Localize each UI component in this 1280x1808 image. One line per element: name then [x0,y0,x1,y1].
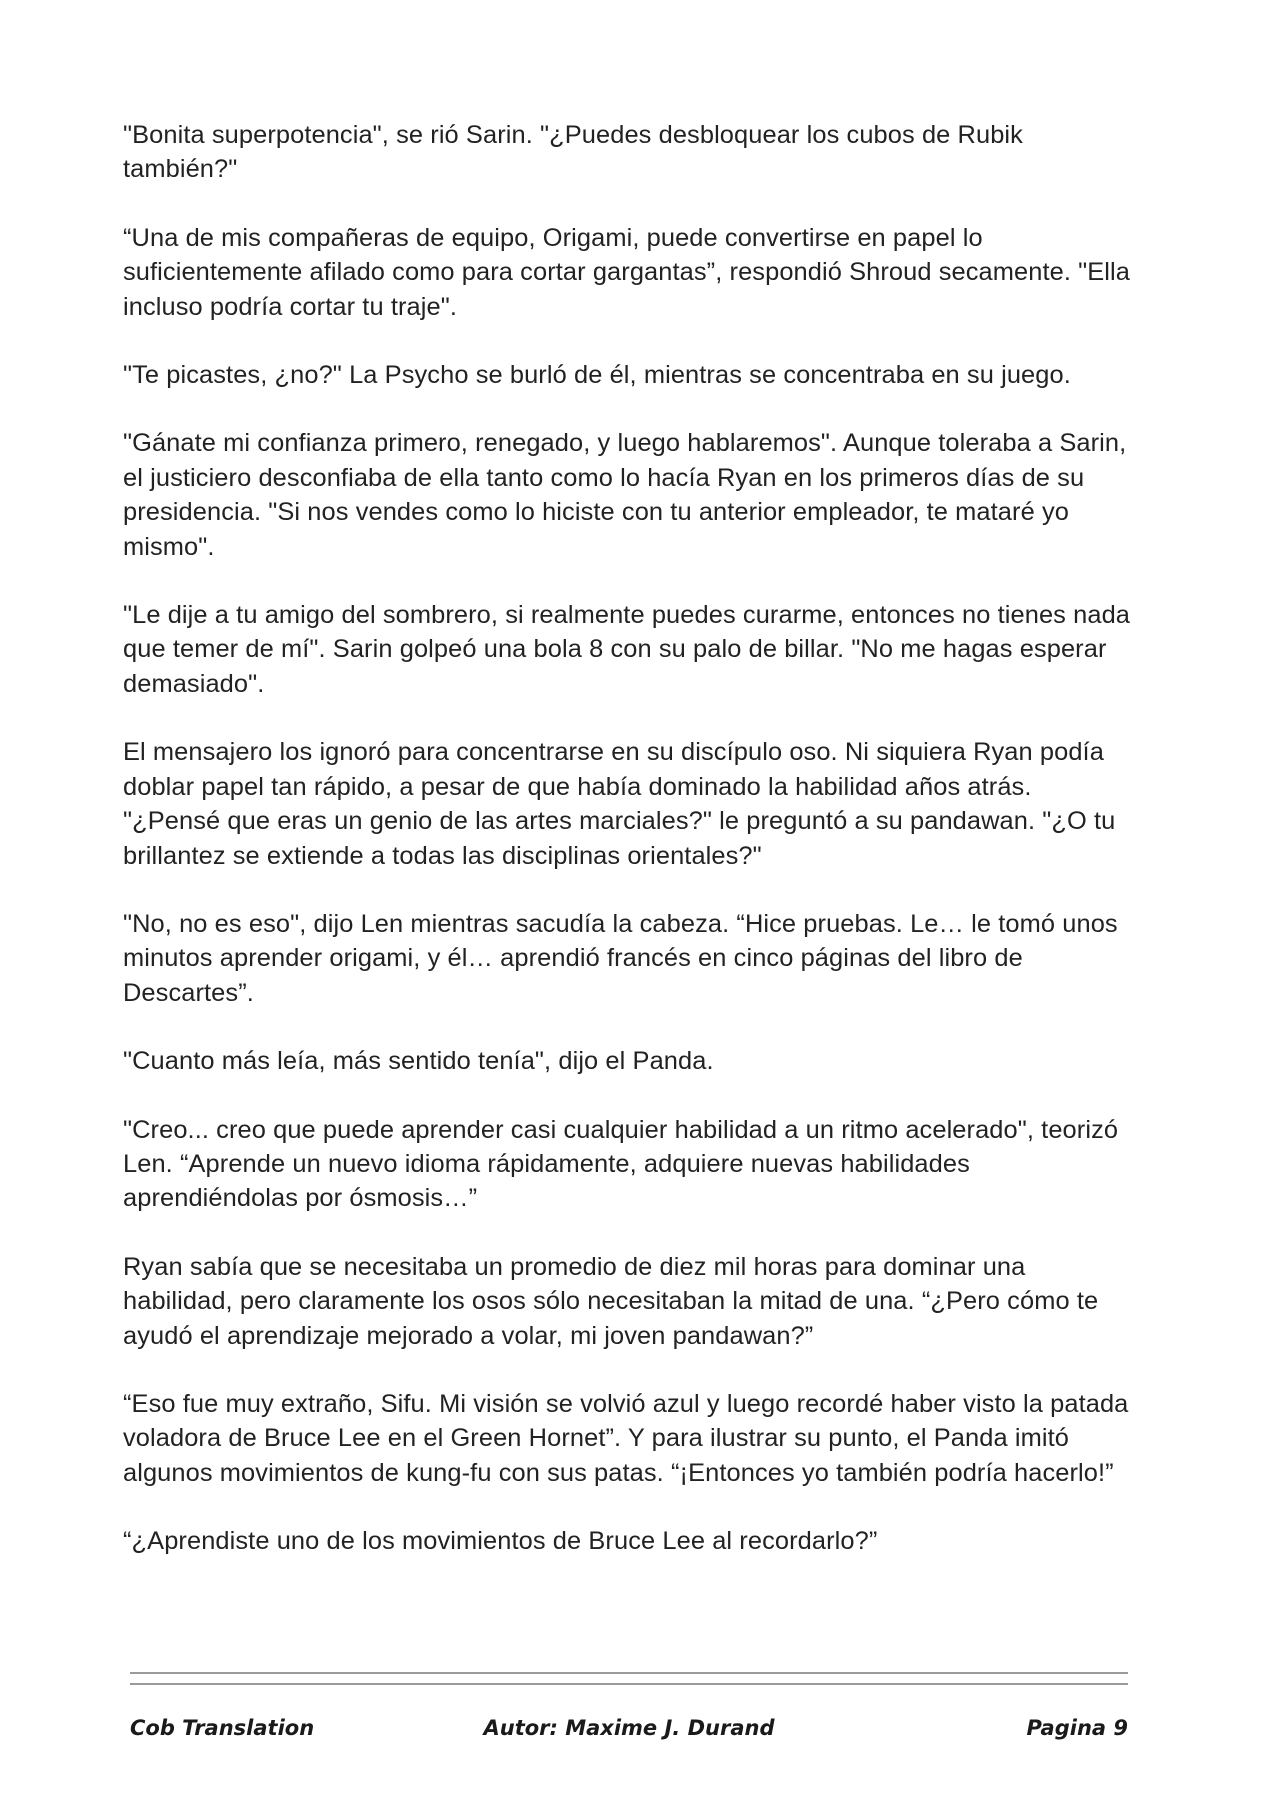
paragraph: "Bonita superpotencia", se rió Sarin. "¿Puedes desbloquear los cubos de Rubik también?" [123,121,1023,184]
paragraph: "Le dije a tu amigo del sombrero, si realmente puedes curarme, entonces no tienes nada que temer de mí". Sarin golpeó una bola 8 con su palo de billar. "No me hagas esperar demasiado". [123,601,1131,698]
paragraph: "Cuanto más leía, más sentido tenía", dijo el Panda. [123,1047,714,1076]
page-footer [130,1716,1128,1746]
footer-divider [130,1672,1128,1674]
paragraph: Ryan sabía que se necesitaba un promedio de diez mil horas para dominar una habilidad, pero claramente los osos sólo necesitaban la mitad de una. “¿Pero cómo te ayudó el aprendizaje mejorado a volar, mi joven pandawan?” [123,1252,1099,1350]
paragraph: "Creo... creo que puede aprender casi cualquier habilidad a un ritmo acelerado", teorizó Len. “Aprende un nuevo idioma rápidamente, adquiere nuevas habilidades aprendiéndolas por ósmosis…” [123,1115,1119,1213]
footer-translator: Cob Translation [130,1716,315,1740]
footer-page-number: Pagina 9 [1026,1716,1128,1740]
paragraph: “Eso fue muy extraño, Sifu. Mi visión se volvió azul y luego recordé haber visto la patada voladora de Bruce Lee en el Green Hornet”. Y para ilustrar su punto, el Panda imitó algunos movimientos de kung-fu con sus patas. “¡Entonces yo también podría hacerlo!” [123,1389,1129,1487]
paragraph: El mensajero los ignoró para concentrarse en su discípulo oso. Ni siquiera Ryan podía doblar papel tan rápido, a pesar de que había dominado la habilidad años atrás. "¿Pensé que eras un genio de las artes marciales?" le preguntó a su pandawan. "¿O tu brillantez se extiende a todas las disciplinas orientales?" [123,738,1116,870]
paragraph: "Gánate mi confianza primero, renegado, y luego hablaremos". Aunque toleraba a Sarin, el justiciero desconfiaba de ella tanto como lo hacía Ryan en los primeros días de su presidencia. "Si nos vendes como lo hiciste con tu anterior empleador, te mataré yo mismo". [123,429,1127,561]
paragraph: "No, no es eso", dijo Len mientras sacudía la cabeza. “Hice pruebas. Le… le tomó unos minutos aprender origami, y él… aprendió francés en cinco páginas del libro de Descartes”. [123,909,1118,1007]
page-body [123,118,1133,1593]
paragraph: “Una de mis compañeras de equipo, Origami, puede convertirse en papel lo suficientemente afilado como para cortar gargantas”, respondió Shroud secamente. "Ella incluso podría cortar tu traje". [123,223,1130,321]
footer-divider [130,1683,1128,1685]
paragraph: “¿Aprendiste uno de los movimientos de Bruce Lee al recordarlo?” [123,1527,878,1556]
paragraph: "Te picastes, ¿no?" La Psycho se burló de él, mientras se concentraba en su juego. [123,361,1071,390]
footer-author: Autor: Maxime J. Durand [483,1716,775,1740]
